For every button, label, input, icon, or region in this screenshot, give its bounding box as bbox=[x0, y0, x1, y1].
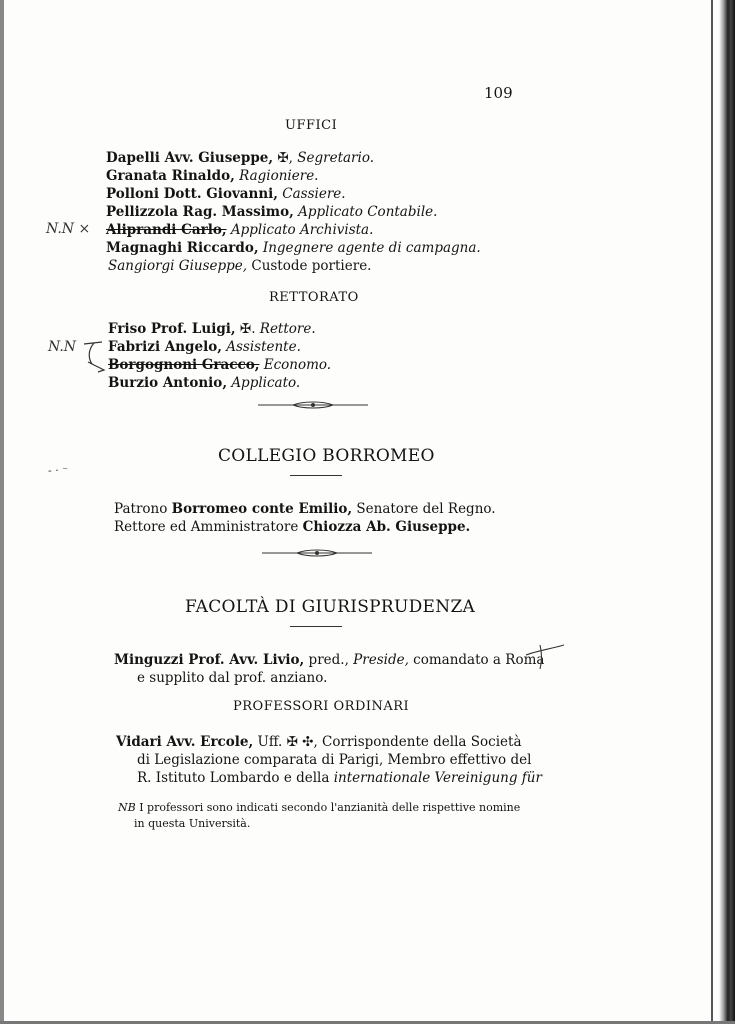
entry-role: Rettore. bbox=[259, 321, 316, 337]
uffici-entry-2 bbox=[106, 167, 318, 185]
entry-role: Applicato Archivista. bbox=[230, 222, 374, 238]
entry-role: Applicato. bbox=[231, 375, 301, 391]
entry-role: Assistente. bbox=[226, 339, 301, 355]
facolta-heading: FACOLTÀ DI GIURISPRUDENZA bbox=[185, 597, 476, 617]
person-name: Minguzzi Prof. Avv. Livio, bbox=[114, 652, 305, 668]
entry-role: Segretario. bbox=[297, 150, 374, 166]
rettorato-entry-4 bbox=[108, 374, 300, 392]
vidari-entry bbox=[116, 733, 522, 751]
uffici-entry-5 bbox=[106, 221, 373, 239]
person-name: Borromeo conte Emilio, bbox=[171, 501, 353, 517]
handwritten-bracket-mark bbox=[80, 336, 108, 376]
footnote-text: I professori sono indicati secondo l'anzianità delle rispettive nomine bbox=[135, 801, 521, 814]
entry-name: Polloni Dott. Giovanni, bbox=[106, 186, 278, 202]
page-left-edge bbox=[0, 0, 4, 1024]
person-name: Chiozza Ab. Giuseppe. bbox=[302, 519, 471, 535]
page-binding-line bbox=[711, 0, 713, 1024]
person-role: Preside, bbox=[353, 652, 409, 668]
entry-role: Economo. bbox=[263, 357, 332, 373]
preside-entry-line2: e supplito dal prof. anziano. bbox=[137, 670, 328, 686]
section-ornament bbox=[258, 401, 368, 409]
line-text: pred., bbox=[304, 652, 354, 668]
footnote-line2: in questa Università. bbox=[134, 817, 251, 830]
margin-stray-mark: - · ⁻ bbox=[48, 464, 69, 477]
uffici-entry-7 bbox=[108, 257, 371, 275]
footnote-line1 bbox=[118, 800, 520, 815]
entry-name-struck: Aliprandi Carlo, bbox=[106, 222, 227, 238]
line-text-italic: internationale Vereinigung für bbox=[333, 770, 542, 786]
entry-name: Pellizzola Rag. Massimo, bbox=[106, 204, 294, 220]
entry-name-struck: Borgognoni Gracco, bbox=[108, 357, 260, 373]
professori-subheading: PROFESSORI ORDINARI bbox=[233, 699, 410, 714]
entry-role: Ingegnere agente di campagna. bbox=[262, 240, 481, 256]
entry-name: Granata Rinaldo, bbox=[106, 168, 235, 184]
entry-name: Magnaghi Riccardo, bbox=[106, 240, 259, 256]
line-text: R. Istituto Lombardo e della bbox=[137, 770, 334, 786]
line-text: Uff. ✠ ✣, Corrispondente della Società bbox=[253, 734, 522, 750]
rettorato-entry-3 bbox=[108, 356, 331, 374]
uffici-entry-1 bbox=[106, 149, 374, 167]
heading-rule bbox=[290, 626, 342, 627]
entry-name: Burzio Antonio, bbox=[108, 375, 228, 391]
handwritten-margin-note: N.N bbox=[48, 339, 77, 355]
collegio-rettore-line bbox=[114, 518, 470, 536]
uffici-entry-6 bbox=[106, 239, 481, 257]
page-right-edge bbox=[719, 0, 735, 1024]
entry-role: Cassiere. bbox=[282, 186, 346, 202]
preside-entry bbox=[114, 651, 544, 669]
handwritten-margin-note: N.N × bbox=[46, 221, 91, 237]
entry-name: Fabrizi Angelo, bbox=[108, 339, 222, 355]
vidari-entry-line2: di Legislazione comparata di Parigi, Membro effettivo del bbox=[137, 752, 532, 768]
entry-role: Custode portiere. bbox=[251, 258, 372, 274]
decoration-mark: ✠. bbox=[235, 321, 260, 337]
entry-name: Friso Prof. Luigi, bbox=[108, 321, 236, 337]
rettorato-heading: RETTORATO bbox=[269, 290, 359, 305]
person-name: Vidari Avv. Ercole, bbox=[116, 734, 254, 750]
entry-name: Sangiorgi Giuseppe, bbox=[108, 258, 248, 274]
uffici-entry-3 bbox=[106, 185, 346, 203]
uffici-heading: UFFICI bbox=[285, 118, 338, 133]
handwritten-cross-mark bbox=[522, 641, 566, 671]
line-text: Senatore del Regno. bbox=[352, 501, 496, 517]
entry-role: Ragioniere. bbox=[239, 168, 319, 184]
section-ornament bbox=[262, 549, 372, 557]
collegio-patrono-line bbox=[114, 500, 496, 518]
decoration-mark: ✠, bbox=[273, 150, 298, 166]
entry-name: Dapelli Avv. Giuseppe, bbox=[106, 150, 274, 166]
heading-rule bbox=[290, 475, 342, 476]
rettorato-entry-1 bbox=[108, 320, 316, 338]
rettorato-entry-2 bbox=[108, 338, 301, 356]
collegio-heading: COLLEGIO BORROMEO bbox=[218, 446, 435, 466]
page-number: 109 bbox=[484, 84, 513, 102]
line-text: Patrono bbox=[114, 501, 172, 517]
uffici-entry-4 bbox=[106, 203, 437, 221]
entry-role: Applicato Contabile. bbox=[298, 204, 438, 220]
vidari-entry-line3 bbox=[137, 769, 542, 787]
footnote-label: NB bbox=[118, 801, 136, 814]
line-text: Rettore ed Amministratore bbox=[114, 519, 303, 535]
line-text: comandato a Roma bbox=[408, 652, 545, 668]
